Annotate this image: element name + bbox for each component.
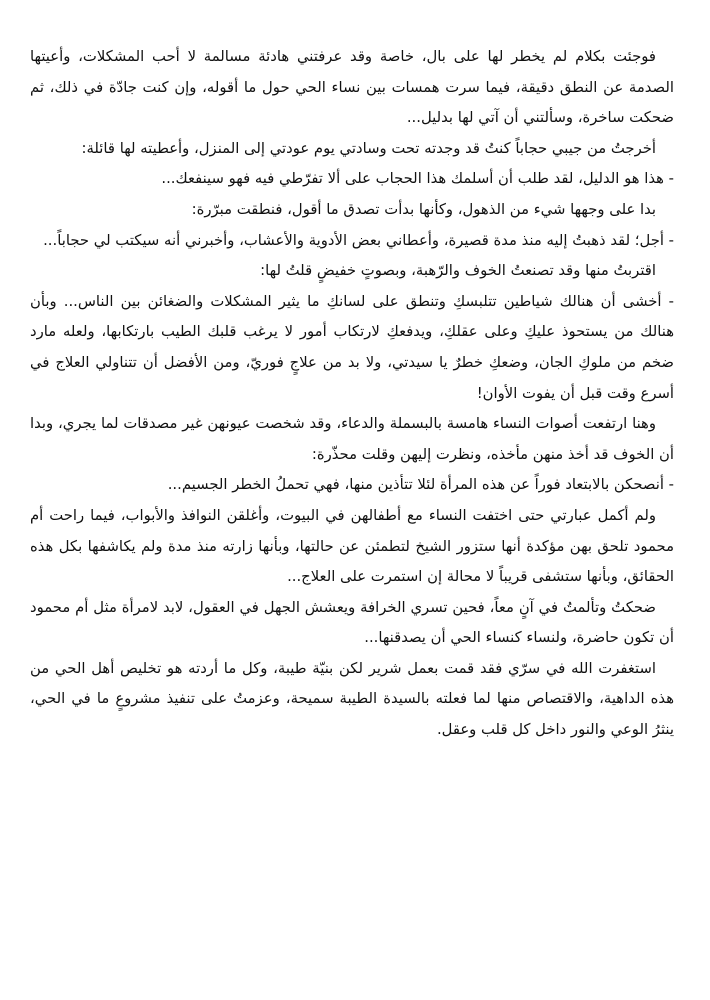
paragraph-2: أخرجتُ من جيبي حجاباً كنتُ قد وجدته تحت وسادتي يوم عودتي إلى المنزل، وأعطيته لها قائلة: — [81, 139, 656, 157]
paragraph-1: فوجئت بكلام لم يخطر لها على بال، خاصة وقد عرفتني هادئة مسالمة لا أحب المشكلات، وأعيتها الصدمة عن النطق دقيقة، فيما سرت همسات بين نساء الحي حول ما أقوله، وإن كنت جادّة في ذلك، ثم ضحكت ساخرة، وسألتني أن آتي لها بدليل... — [30, 48, 674, 127]
body-text — [30, 42, 674, 746]
paragraph-3: بدا على وجهها شيء من الذهول، وكأنها بدأت تصدق ما أقول، فنطقت مبرّرة: — [191, 200, 656, 218]
paragraph-4: اقتربتُ منها وقد تصنعتُ الخوف والرّهبة، وبصوتٍ خفيضٍ قلتُ لها: — [260, 262, 656, 280]
paragraph-7: ضحكتُ وتألمتُ في آنٍ معاً، فحين تسري الخرافة ويعشش الجهل في العقول، لابد لامرأة مثل أم محمود أن تكون حاضرة، ولنساء كنساء الحي أن يصدقنها... — [30, 598, 674, 647]
paragraph-5: وهنا ارتفعت أصوات النساء هامسة بالبسملة والدعاء، وقد شخصت عيونهن غير مصدقات لما يجري، وبدا أن الخوف قد أخذ منهن مأخذه، ونظرت إليهن وقلت محذّرة: — [30, 415, 674, 463]
paragraph-8: استغفرت الله في سرّي فقد قمت بعمل شرير لكن بنيّة طيبة، وكل ما أردته هو تخليص أهل الحي من هذه الداهية، والاقتصاص منها لما فعلته بالسيدة الطيبة سميحة، وعزمتُ على تنفيذ مشروعٍ ما في الحي، ينثرُ الوعي والنور داخل كل قلب وعقل. — [30, 659, 674, 739]
dialogue-line-4: - أنصحكن بالابتعاد فوراً عن هذه المرأة لئلا تتأذين منها، فهي تحملُ الخطر الجسيم... — [167, 476, 674, 494]
paragraph-6: ولم أكمل عبارتي حتى اختفت النساء مع أطفالهن في البيوت، وأغلقن النوافذ والأبواب، فيما راحت أم محمود تلحق بهن مؤكدة أنها ستزور الشيخ لتطمئن عن حالتها، وبأنها زارته منذ مدة ولم يكاشفها بكل هذه الحقائق، وبأنها ستشفى قريباً لا محالة إن استمرت على العلاج... — [30, 506, 674, 586]
dialogue-line-2: - أجل؛ لقد ذهبتُ إليه منذ مدة قصيرة، وأعطاني بعض الأدوية والأعشاب، وأخبرني أنه سيكتب لي حجاباً... — [43, 231, 674, 249]
dialogue-line-1: - هذا هو الدليل، لقد طلب أن أسلمك هذا الحجاب على ألا تفرّطي فيه فهو سينفعك... — [161, 170, 674, 188]
dialogue-line-3: - أخشى أن هنالك شياطين تتلبسكِ وتنطق على لسانكِ ما يثير المشكلات والضغائن بين الناس... وبأن هنالك من يستحوذ عليكِ وعلى عقلكِ، ويدفعكِ لارتكاب أمور لا يرغب قلبك الطيب بارتكابها، ولعله مارد ضخم من ملوكِ الجان، وضعكِ خطرٌ يا سيدتي، ولا بد من علاجٍ فوريّ، ومن الأفضل أن تتناولي العلاج في أسرع وقت قبل أن يفوت الأوان! — [30, 292, 674, 402]
